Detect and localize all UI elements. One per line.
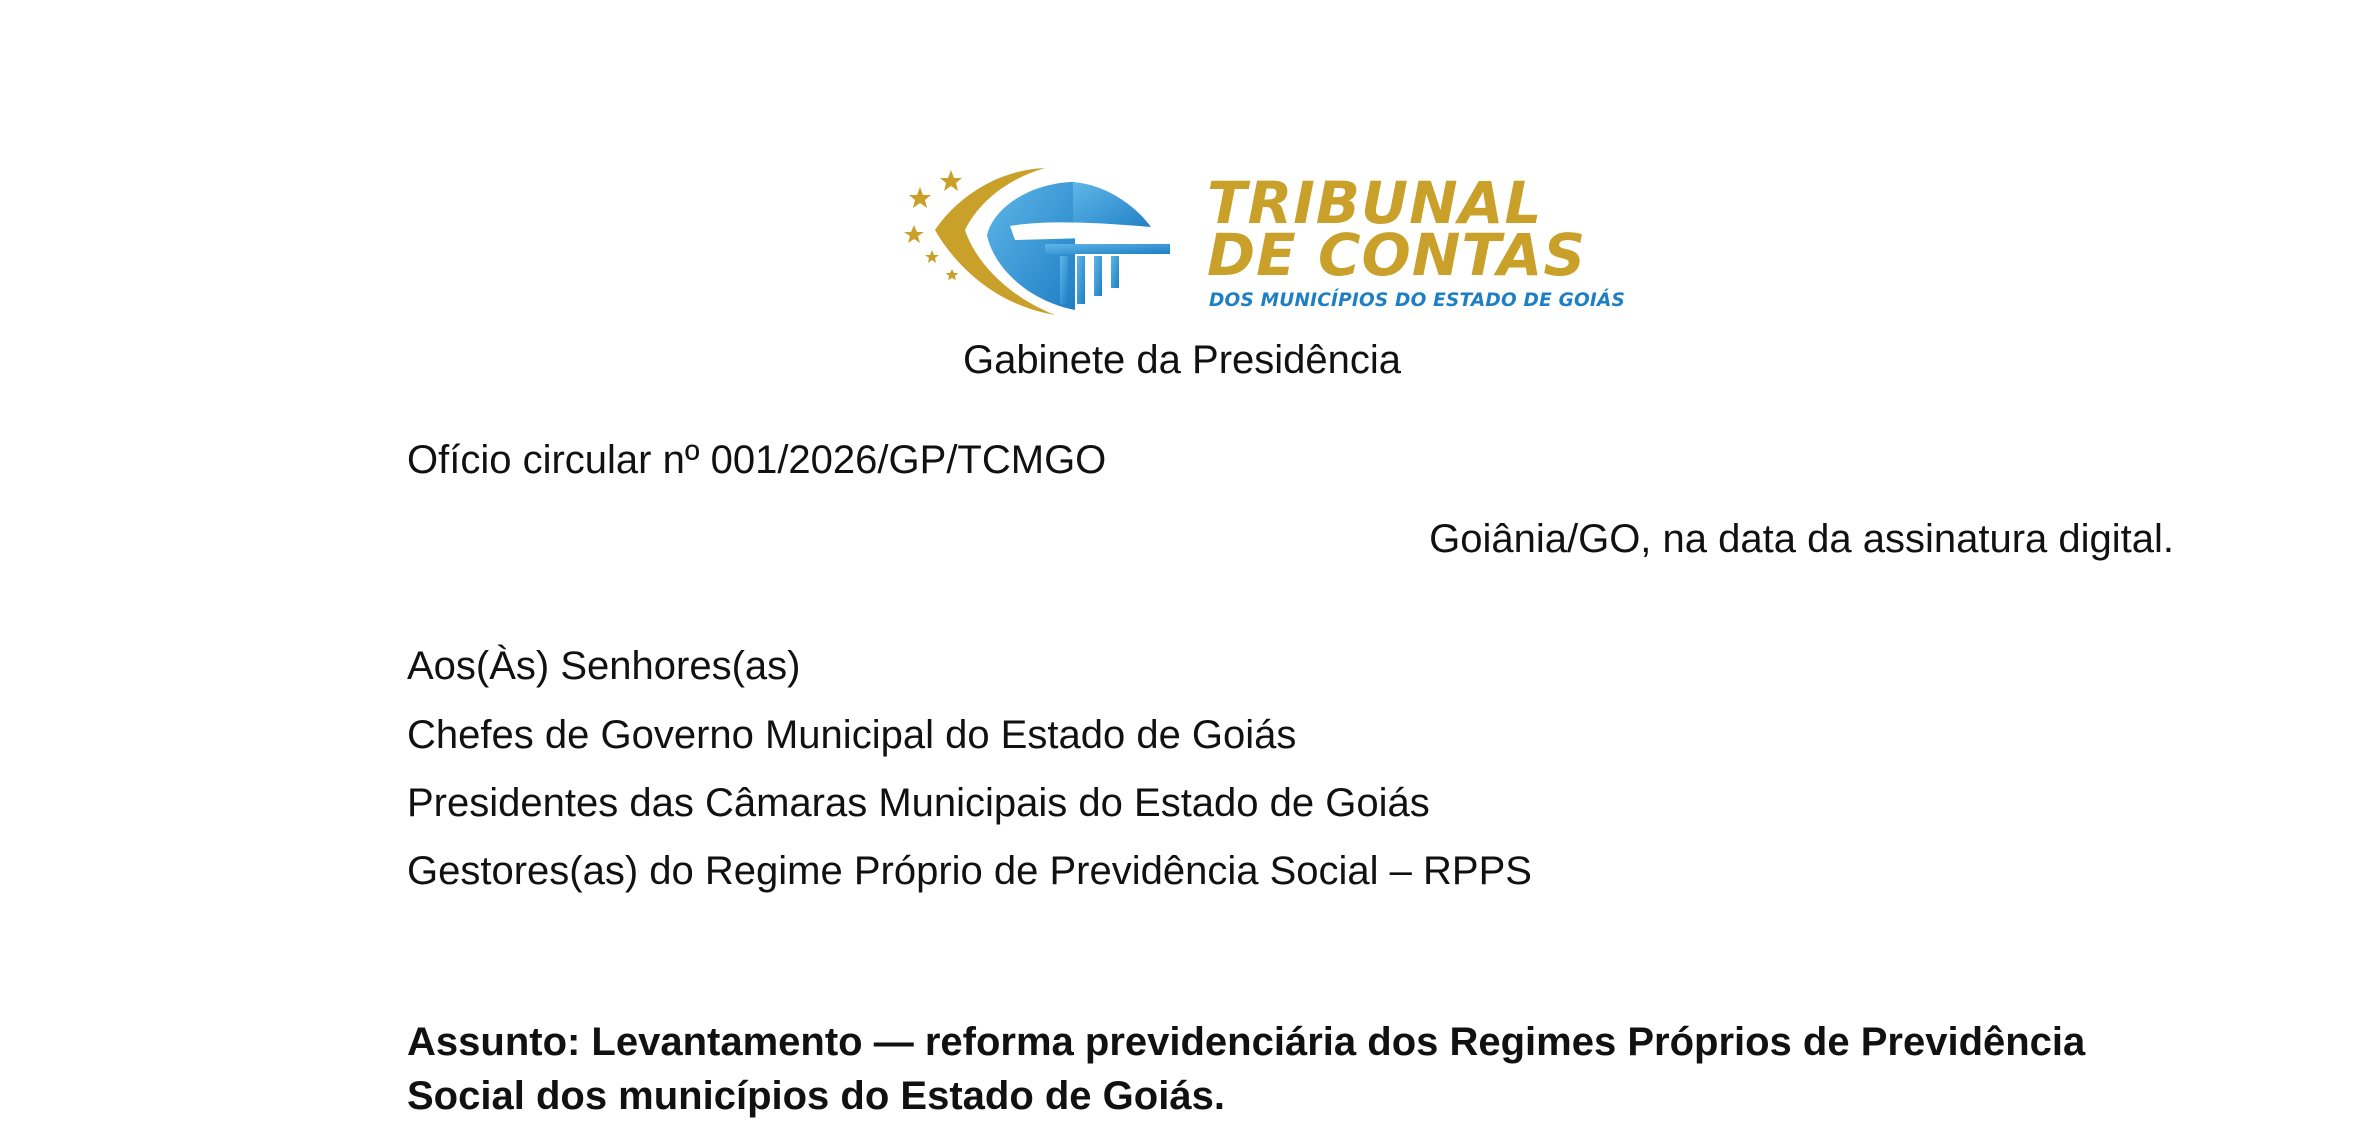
star-icon bbox=[909, 187, 931, 208]
recipient-line: Gestores(as) do Regime Próprio de Previdência Social – RPPS bbox=[407, 849, 1532, 893]
logo-emblem-icon bbox=[895, 160, 1195, 330]
letter-reference: Ofício circular nº 001/2026/GP/TCMGO bbox=[407, 438, 1107, 482]
star-icon bbox=[940, 170, 962, 191]
office-heading: Gabinete da Presidência bbox=[962, 338, 1402, 382]
logo-title-line-1: TRIBUNAL bbox=[1207, 169, 1543, 237]
star-icon bbox=[946, 269, 958, 280]
logo-tagline: DOS MUNICÍPIOS DO ESTADO DE GOIÁS bbox=[1209, 290, 1626, 311]
star-icon bbox=[925, 250, 939, 263]
recipient-line: Chefes de Governo Municipal do Estado de Goiás bbox=[407, 713, 1297, 757]
star-icon bbox=[904, 225, 924, 243]
tcm-go-logo bbox=[895, 160, 1626, 330]
date-line: Goiânia/GO, na data da assinatura digital. bbox=[1429, 517, 2174, 561]
logo-title-line-2: DE CONTAS bbox=[1207, 221, 1587, 289]
recipient-line: Aos(Às) Senhores(as) bbox=[407, 644, 801, 688]
subject-line: Assunto: Levantamento — reforma previdenciária dos Regimes Próprios de Previdência Social dos municípios do Estado de Goiás. bbox=[407, 1020, 2086, 1118]
recipient-line: Presidentes das Câmaras Municipais do Estado de Goiás bbox=[407, 781, 1430, 825]
